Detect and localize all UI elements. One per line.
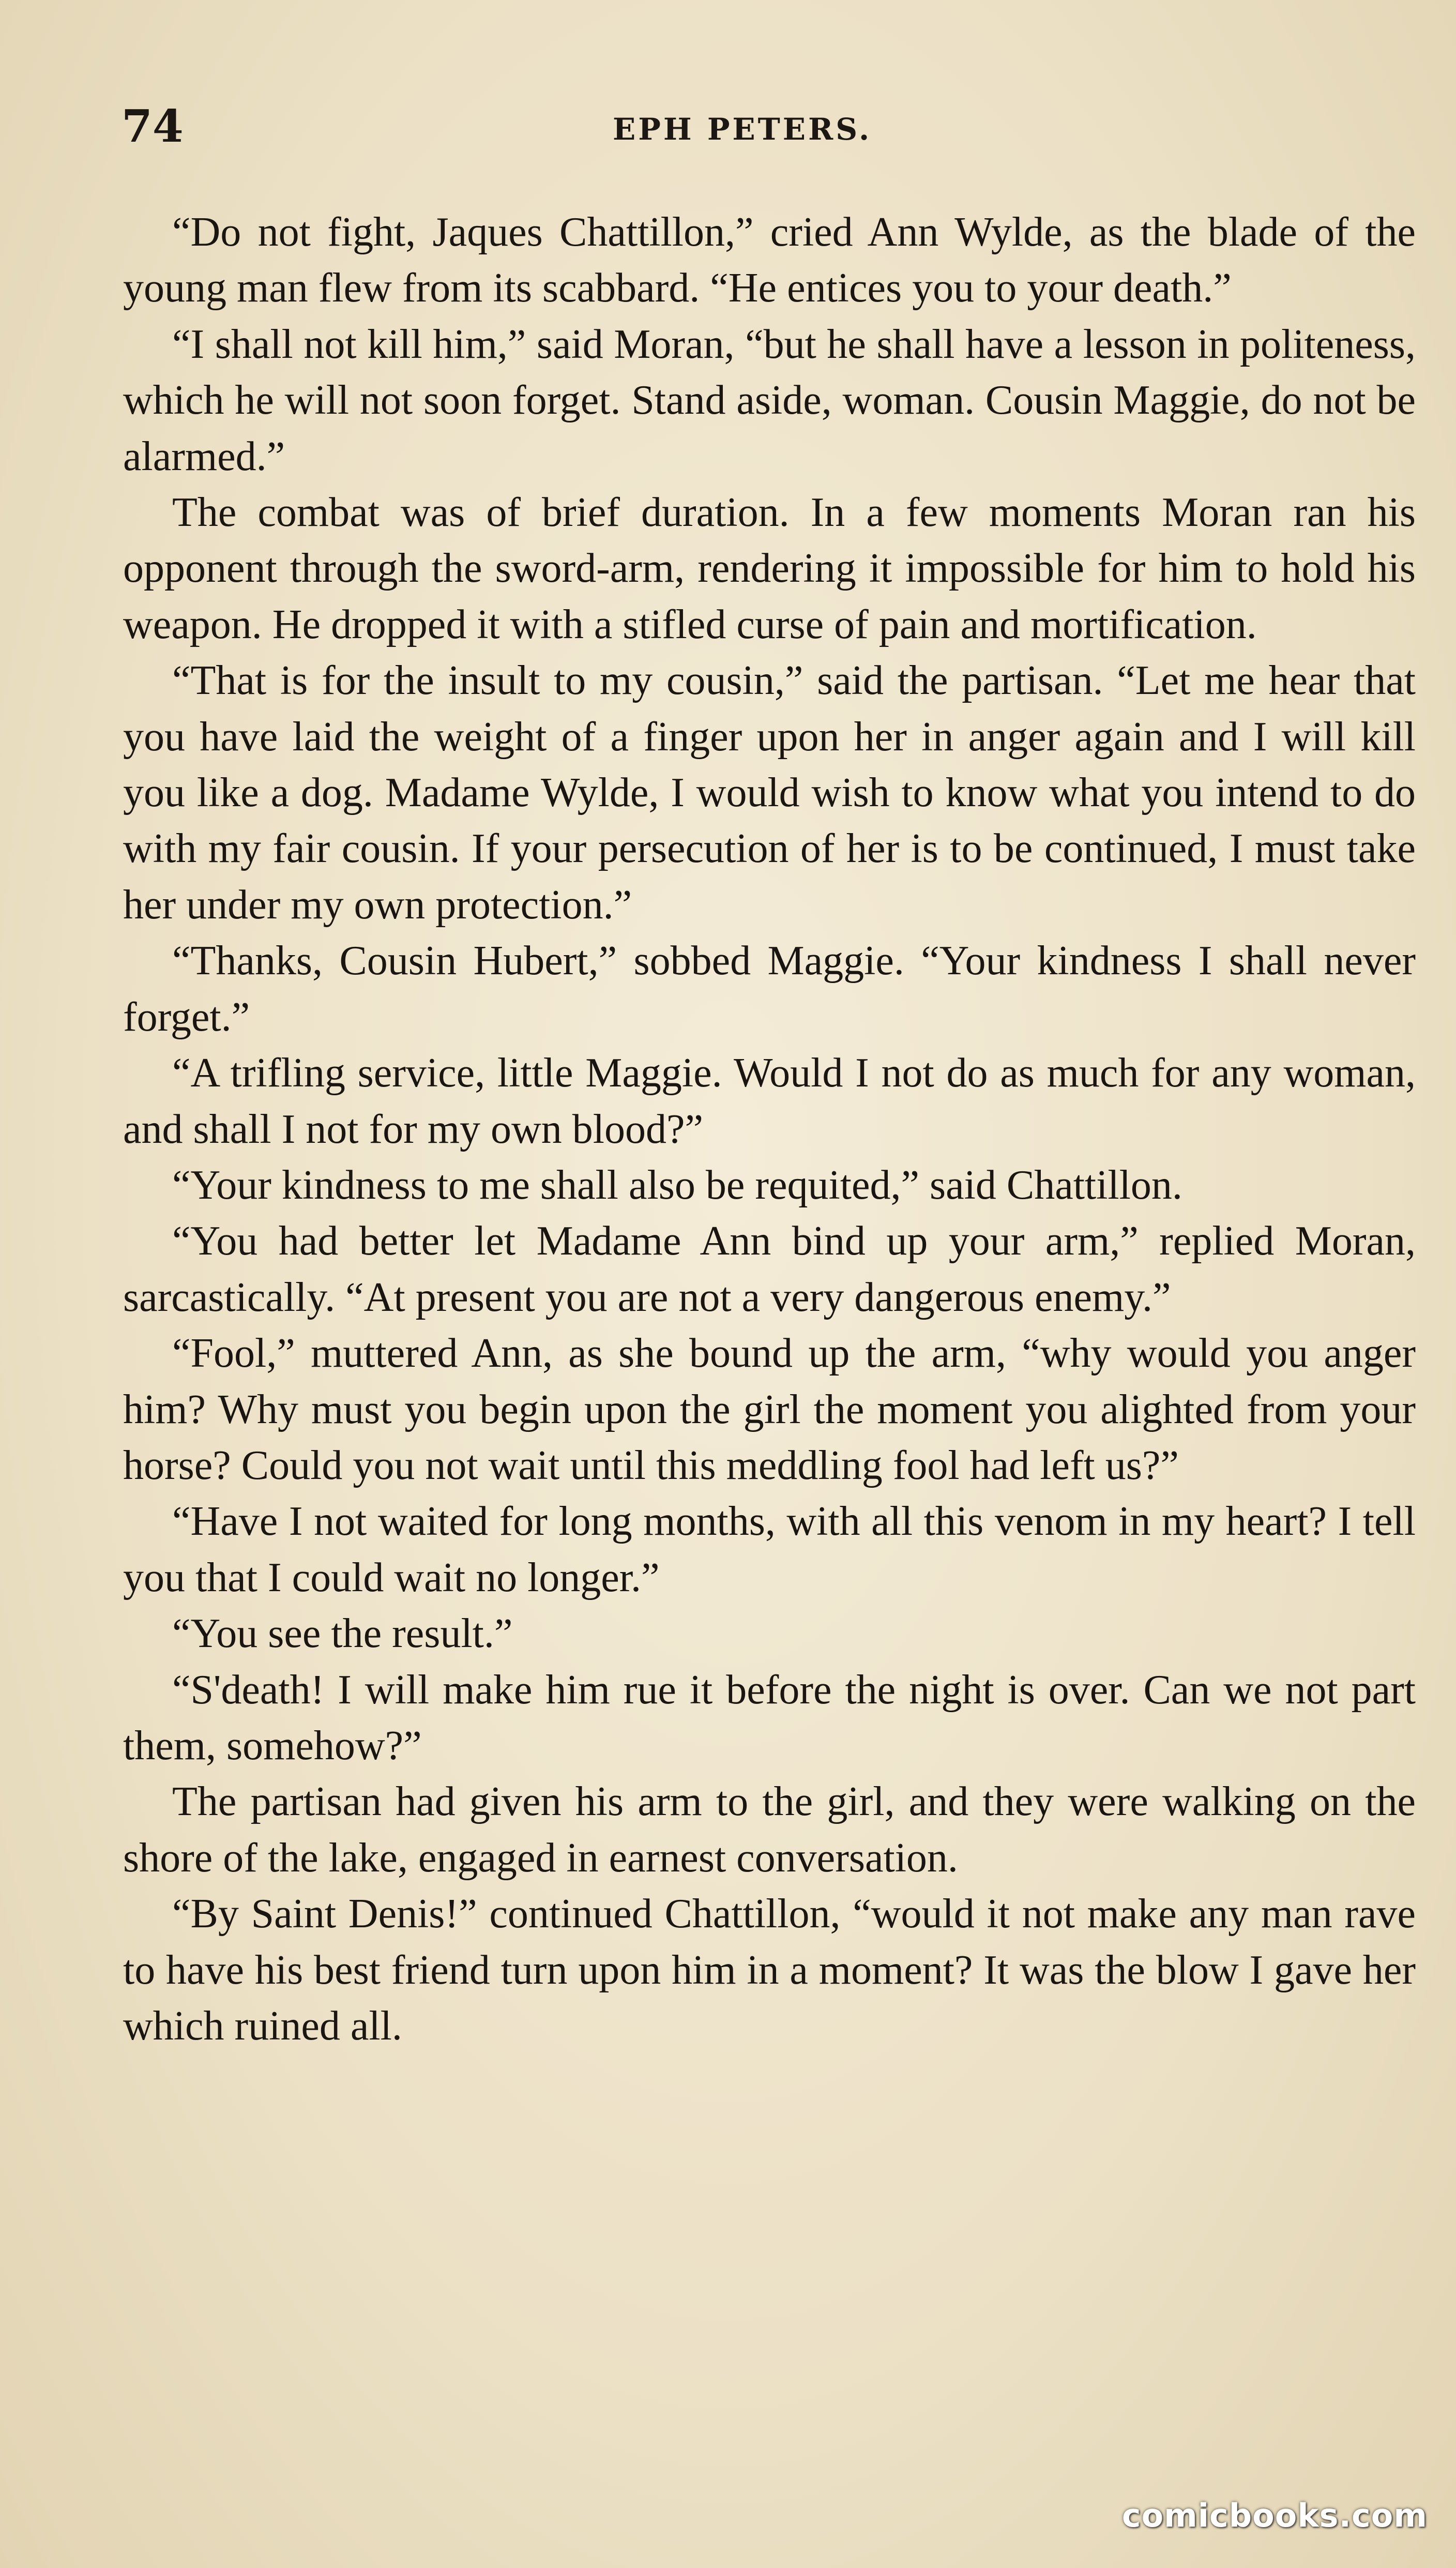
paragraph: “I shall not kill him,” said Moran, “but he shall have a lesson in politeness, which he will not soon forget. Stand aside, woman. Cousin Maggie, do not be alarmed.” <box>123 321 1416 479</box>
paragraph: “You see the result.” <box>172 1611 513 1657</box>
paragraph: “Thanks, Cousin Hubert,” sobbed Maggie. “Your kindness I shall never forget.” <box>123 938 1416 1040</box>
paragraph: “You had better let Madame Ann bind up your arm,” replied Moran, sarcastically. “At present you are not a very dangerous enemy.” <box>123 1218 1416 1320</box>
page-number: 74 <box>122 100 184 153</box>
paragraph: “By Saint Denis!” continued Chattillon, “would it not make any man rave to have his best friend turn upon him in a moment? It was the blow I gave her which ruined all. <box>123 1891 1416 2049</box>
paragraph: “Your kindness to me shall also be requited,” said Chattillon. <box>172 1162 1182 1208</box>
running-head: EPH PETERS. <box>613 112 872 147</box>
paragraph: “Have I not waited for long months, with all this venom in my heart? I tell you that I could wait no longer.” <box>123 1499 1416 1600</box>
paragraph: “That is for the insult to my cousin,” said the partisan. “Let me hear that you have laid the weight of a finger upon her in anger again and I will kill you like a dog. Madame Wylde, I would wish to know what you intend to do with my fair cousin. If your persecution of her is to be continued, I must take her under my own protection.” <box>123 658 1416 928</box>
paragraph: “Fool,” muttered Ann, as she bound up the arm, “why would you anger him? Why must you begin upon the girl the moment you alighted from your horse? Could you not wait until this meddling fool had left us?” <box>123 1331 1416 1488</box>
body-text <box>123 204 1416 2054</box>
paragraph: “A trifling service, little Maggie. Would I not do as much for any woman, and shall I not for my own blood?” <box>123 1050 1416 1152</box>
paragraph: The combat was of brief duration. In a few moments Moran ran his opponent through the sword-arm, rendering it impossible for him to hold his weapon. He dropped it with a stifled curse of pain and mortification. <box>123 490 1416 647</box>
paragraph: The partisan had given his arm to the girl, and they were walking on the shore of the lake, engaged in earnest conversation. <box>123 1779 1416 1881</box>
paragraph: “S'death! I will make him rue it before the night is over. Can we not part them, somehow?” <box>123 1667 1416 1769</box>
site-watermark: comicbooks.com <box>1121 2497 1428 2534</box>
paragraph: “Do not fight, Jaques Chattillon,” cried Ann Wylde, as the blade of the young man flew from its scabbard. “He entices you to your death.” <box>123 209 1416 311</box>
page-header <box>122 98 1414 155</box>
